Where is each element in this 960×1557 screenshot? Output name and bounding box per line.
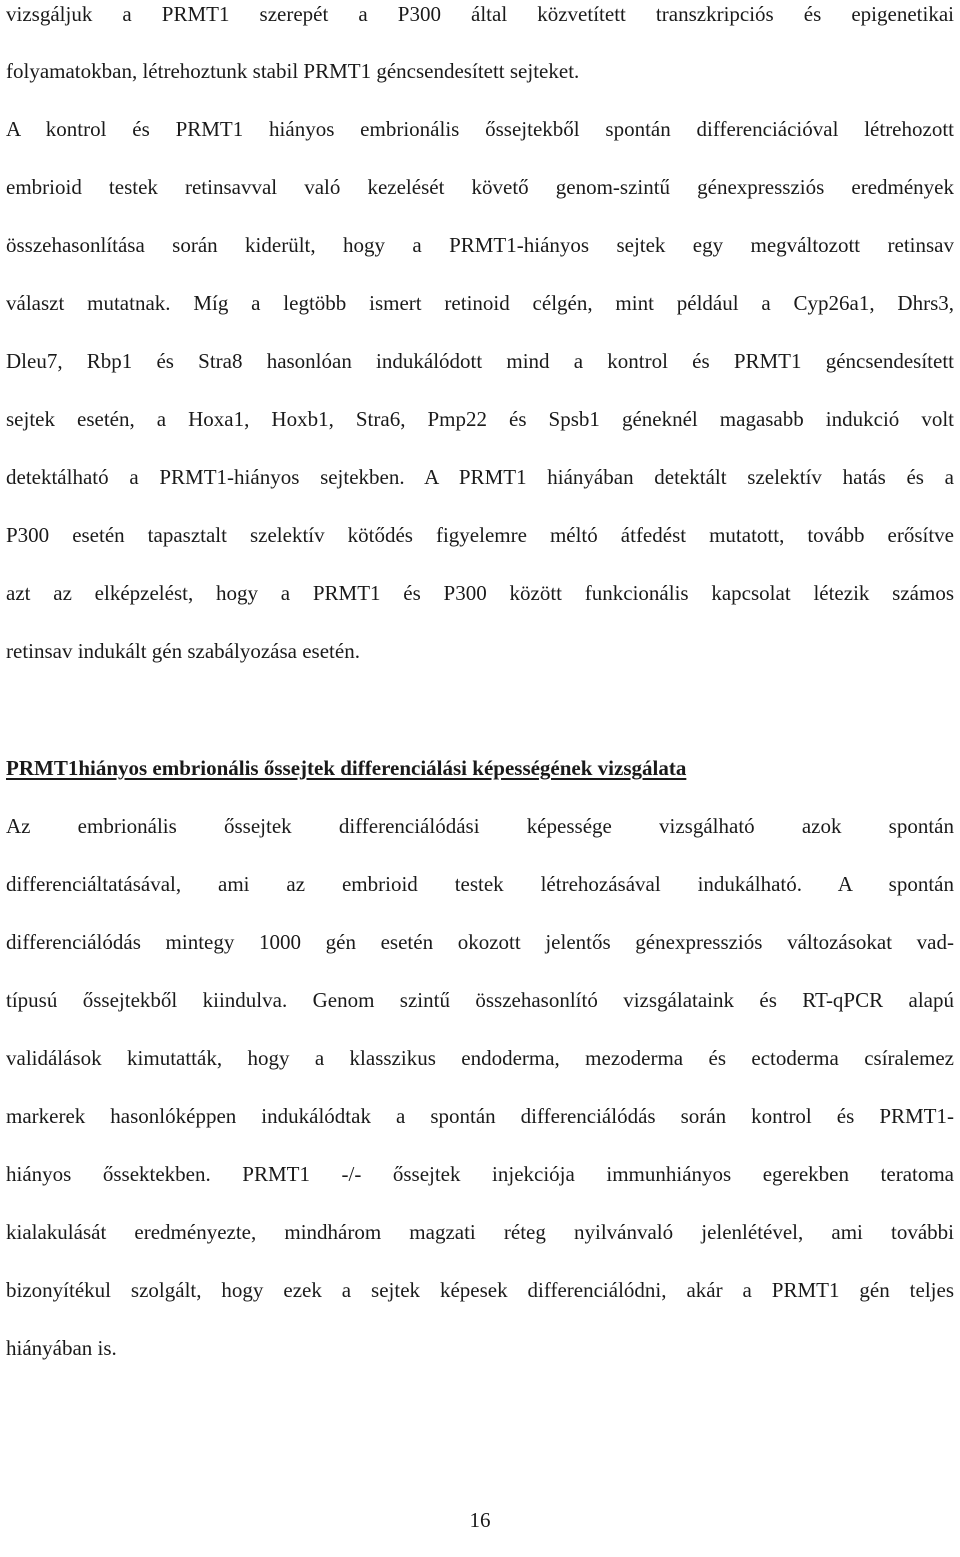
section-heading: PRMT1hiányos embrionális őssejtek differenciálási képességének vizsgálata — [6, 756, 687, 780]
text-line: azt az elképzelést, hogy a PRMT1 és P300 között funkcionális kapcsolat létezik számos — [6, 581, 954, 605]
text-line: retinsav indukált gén szabályozása esetén. — [6, 639, 360, 663]
text-line: differenciálódás mintegy 1000 gén esetén okozott jelentős génexpressziós változásokat vad- — [6, 930, 954, 954]
text-line: embrioid testek retinsavval való kezelését követő genom-szintű génexpressziós eredmények — [6, 175, 954, 199]
text-line: folyamatokban, létrehoztunk stabil PRMT1 géncsendesített sejteket. — [6, 59, 580, 83]
text-line: Dleu7, Rbp1 és Stra8 hasonlóan indukálódott mind a kontrol és PRMT1 géncsendesített — [6, 349, 954, 373]
page-number: 16 — [469, 1508, 491, 1532]
text-line: hiányában is. — [6, 1336, 117, 1360]
text-line: sejtek esetén, a Hoxa1, Hoxb1, Stra6, Pmp22 és Spsb1 géneknél magasabb indukció volt — [6, 407, 954, 431]
text-line: vizsgáljuk a PRMT1 szerepét a P300 által közvetített transzkripciós és epigenetikai — [6, 2, 954, 26]
text-line: kialakulását eredményezte, mindhárom magzati réteg nyilvánvaló jelenlétével, ami további — [6, 1220, 954, 1244]
text-line: bizonyítékul szolgált, hogy ezek a sejtek képesek differenciálódni, akár a PRMT1 gén teljes — [6, 1278, 954, 1302]
text-line: típusú őssejtekből kiindulva. Genom szintű összehasonlító vizsgálataink és RT-qPCR alapú — [6, 988, 954, 1012]
text-line: A kontrol és PRMT1 hiányos embrionális őssejtekből spontán differenciációval létrehozott — [6, 117, 954, 141]
text-line: validálások kimutatták, hogy a klasszikus endoderma, mezoderma és ectoderma csíralemez — [6, 1046, 954, 1070]
text-line: detektálható a PRMT1-hiányos sejtekben. A PRMT1 hiányában detektált szelektív hatás és a — [6, 465, 954, 489]
text-line: P300 esetén tapasztalt szelektív kötődés figyelemre méltó átfedést mutatott, tovább erősítve — [6, 523, 954, 547]
text-line: differenciáltatásával, ami az embrioid testek létrehozásával indukálható. A spontán — [6, 872, 954, 896]
text-line: összehasonlítása során kiderült, hogy a PRMT1-hiányos sejtek egy megváltozott retinsav — [6, 233, 954, 257]
text-line: markerek hasonlóképpen indukálódtak a spontán differenciálódás során kontrol és PRMT1- — [6, 1104, 954, 1128]
text-line: hiányos őssektekben. PRMT1 -/- őssejtek injekciója immunhiányos egerekben teratoma — [6, 1162, 954, 1186]
text-line: Az embrionális őssejtek differenciálódási képessége vizsgálható azok spontán — [6, 814, 954, 838]
text-line: választ mutatnak. Míg a legtöbb ismert retinoid célgén, mint például a Cyp26a1, Dhrs3, — [6, 291, 954, 315]
